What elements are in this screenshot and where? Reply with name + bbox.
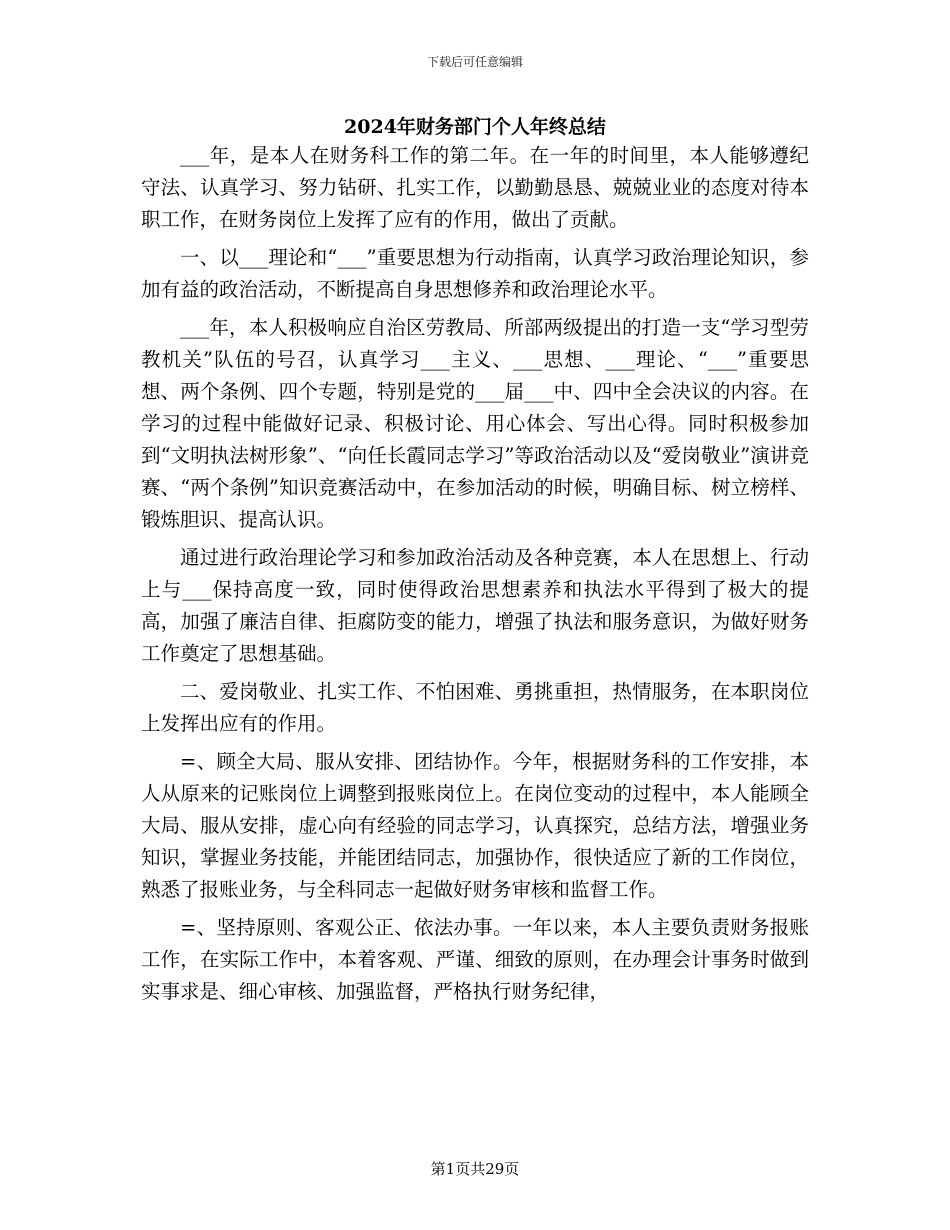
document-title: 2024年财务部门个人年终总结 — [344, 116, 606, 138]
paragraph: ___年，本人积极响应自治区劳教局、所部两级提出的打造一支“学习型劳教机关”队伍的号召，认真学习___主义、___思想、___理论、“___”重要思想、两个条例、四个专题，特别是党的___届___中、四中全会决议的内容。在学习的过程中能做好记录、积极讨论、用心体会、写出心得。同时积极参加到“文明执法树形象”、“向任长霞同志学习”等政治活动以及“爱岗敬业”演讲竞赛、“两个条例”知识竞赛活动中，在参加活动的时候，明确目标、树立榜样、锻炼胆识、提高认识。 — [141, 316, 809, 531]
header-note: 下载后可任意编辑 — [426, 55, 523, 69]
paragraph: ___年，是本人在财务科工作的第二年。在一年的时间里，本人能够遵纪守法、认真学习、努力钻研、扎实工作，以勤勤恳恳、兢兢业业的态度对待本职工作，在财务岗位上发挥了应有的作用，做出了贡献。 — [141, 144, 809, 231]
page-footer: 第1页共29页 — [430, 1160, 520, 1178]
paragraph: 一、以___理论和“___”重要思想为行动指南，认真学习政治理论知识，参加有益的政治活动，不断提高自身思想修养和政治理论水平。 — [141, 246, 809, 301]
document-body — [141, 140, 809, 1014]
paragraph: 通过进行政治理论学习和参加政治活动及各种竞赛，本人在思想上、行动上与___保持高度一致，同时使得政治思想素养和执法水平得到了极大的提高，加强了廉洁自律、拒腐防变的能力，增强了执法和服务意识，为做好财务工作奠定了思想基础。 — [141, 546, 809, 665]
paragraph: =、顾全大局、服从安排、团结协作。今年，根据财务科的工作安排，本人从原来的记账岗位上调整到报账岗位上。在岗位变动的过程中，本人能顾全大局、服从安排，虚心向有经验的同志学习，认真探究，总结方法，增强业务知识，掌握业务技能，并能团结同志，加强协作，很快适应了新的工作岗位，熟悉了报账业务，与全科同志一起做好财务审核和监督工作。 — [141, 750, 809, 901]
paragraph: =、坚持原则、客观公正、依法办事。一年以来，本人主要负责财务报账工作，在实际工作中，本着客观、严谨、细致的原则，在办理会计事务时做到实事求是、细心审核、加强监督，严格执行财务纪律， — [141, 916, 809, 1003]
paragraph: 二、爱岗敬业、扎实工作、不怕困难、勇挑重担，热情服务，在本职岗位上发挥出应有的作用。 — [141, 680, 809, 735]
